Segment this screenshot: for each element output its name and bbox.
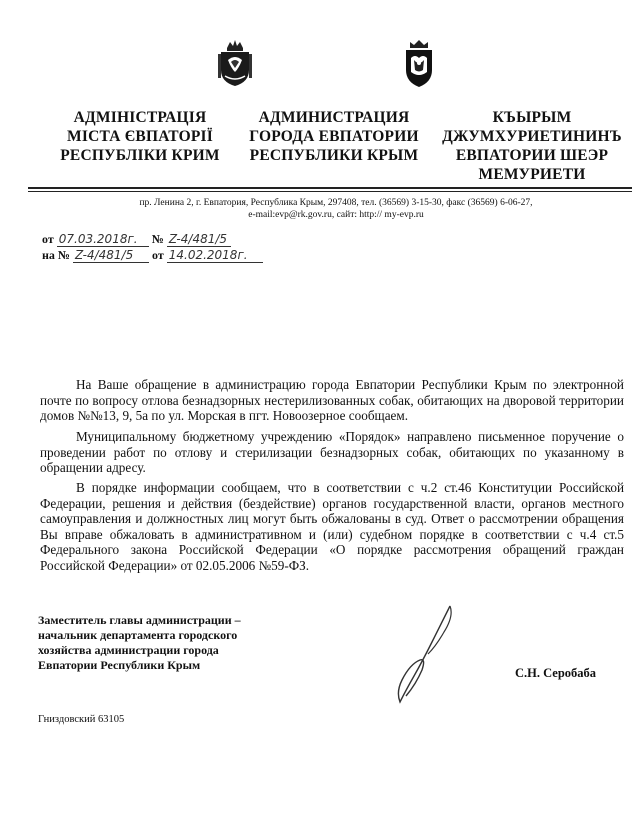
header-divider bbox=[28, 187, 632, 189]
number-label: № bbox=[151, 232, 164, 246]
header-russian-line: РЕСПУБЛИКИ КРЫМ bbox=[249, 147, 419, 164]
contact-line: e-mail:evp@rk.gov.ru, сайт: http:// my-evp.ru bbox=[248, 210, 424, 220]
header-ukrainian-line: АДМІНІСТРАЦІЯ bbox=[73, 109, 207, 126]
paragraph: В порядке информации сообщаем, что в соответствии с ч.2 ст.46 Конституции Российской Федерации, решения и действия (бездействие) органов государственной власти, органов местного самоуправления и должностных лиц могут быть обжалованы в суд. Ответ о рассмотрении обращения Вы вправе обжаловать в административном и (или) судебном порядке в соответствии с ч.4 ст.5 Федерального закона Российской Федерации «О порядке рассмотрения обращений граждан Российской Федерации» от 02.05.2006 №59-ФЗ. bbox=[40, 480, 624, 573]
position-line: начальник департамента городского bbox=[38, 628, 238, 642]
header-russian-line: ГОРОДА ЕВПАТОРИИ bbox=[249, 128, 419, 145]
signatory-position bbox=[38, 613, 288, 673]
paragraph: Муниципальному бюджетному учреждению «Порядок» направлено письменное поручение о проведении работ по отлову и стерилизации безнадзорных собак, обитающих по указанному в обращении адресу. bbox=[40, 429, 624, 476]
reply-registration bbox=[42, 248, 263, 263]
header-crimean-tatar-line: ДЖУМХУРИЕТИНИНЪ bbox=[442, 128, 622, 145]
header-crimean-tatar bbox=[434, 108, 630, 184]
outgoing-date: 07.03.2018г. bbox=[57, 233, 149, 247]
coat-of-arms-evpatoria-icon bbox=[401, 38, 437, 88]
header-crimean-tatar-line: МЕМУРИЕТИ bbox=[478, 166, 586, 183]
letter-body-paragraph-1 bbox=[40, 377, 624, 426]
header-crimean-tatar-line: ЕВПАТОРИИ ШЕЭР bbox=[455, 147, 609, 164]
reply-label: на № bbox=[42, 248, 70, 262]
position-line: Евпатории Республики Крым bbox=[38, 658, 201, 672]
address-line: пр. Ленина 2, г. Евпатория, Республика Крым, 297408, тел. (36569) 3-15-30, факс (36569) 6-06-27, bbox=[139, 198, 533, 208]
header-divider-thin bbox=[28, 191, 632, 192]
header-russian bbox=[236, 108, 432, 165]
reply-date: 14.02.2018г. bbox=[167, 249, 263, 263]
header-crimean-tatar-line: КЪЫРЫМ bbox=[492, 109, 572, 126]
header-ukrainian bbox=[50, 108, 230, 165]
executor-info: Гниздовский 63105 bbox=[38, 714, 125, 725]
handwritten-signature-icon bbox=[392, 602, 458, 708]
reply-from-label: от bbox=[151, 248, 164, 262]
header-ukrainian-line: МІСТА ЄВПАТОРІЇ bbox=[67, 128, 213, 145]
outgoing-registration bbox=[42, 232, 231, 247]
header-russian-line: АДМИНИСТРАЦИЯ bbox=[258, 109, 410, 126]
header-ukrainian-line: РЕСПУБЛІКИ КРИМ bbox=[60, 147, 220, 164]
position-line: хозяйства администрации города bbox=[38, 643, 219, 657]
from-label: от bbox=[42, 232, 54, 246]
signer-name: С.Н. Серобаба bbox=[515, 666, 597, 680]
coat-of-arms-crimea-icon bbox=[217, 38, 253, 88]
letter-body-paragraph-2 bbox=[40, 429, 624, 478]
position-line: Заместитель главы администрации – bbox=[38, 613, 241, 627]
letter-body-paragraph-3 bbox=[40, 480, 624, 576]
outgoing-number: Z-4/481/5 bbox=[167, 233, 231, 247]
paragraph: На Ваше обращение в администрацию города Евпатории Республики Крым по электронной почте по вопросу отлова безнадзорных нестерилизованных собак, обитающих на дворовой территории домов №№13, 9, 5а по ул. Морская в пгт. Новоозерное сообщаем. bbox=[40, 377, 624, 424]
reply-number: Z-4/481/5 bbox=[73, 249, 149, 263]
